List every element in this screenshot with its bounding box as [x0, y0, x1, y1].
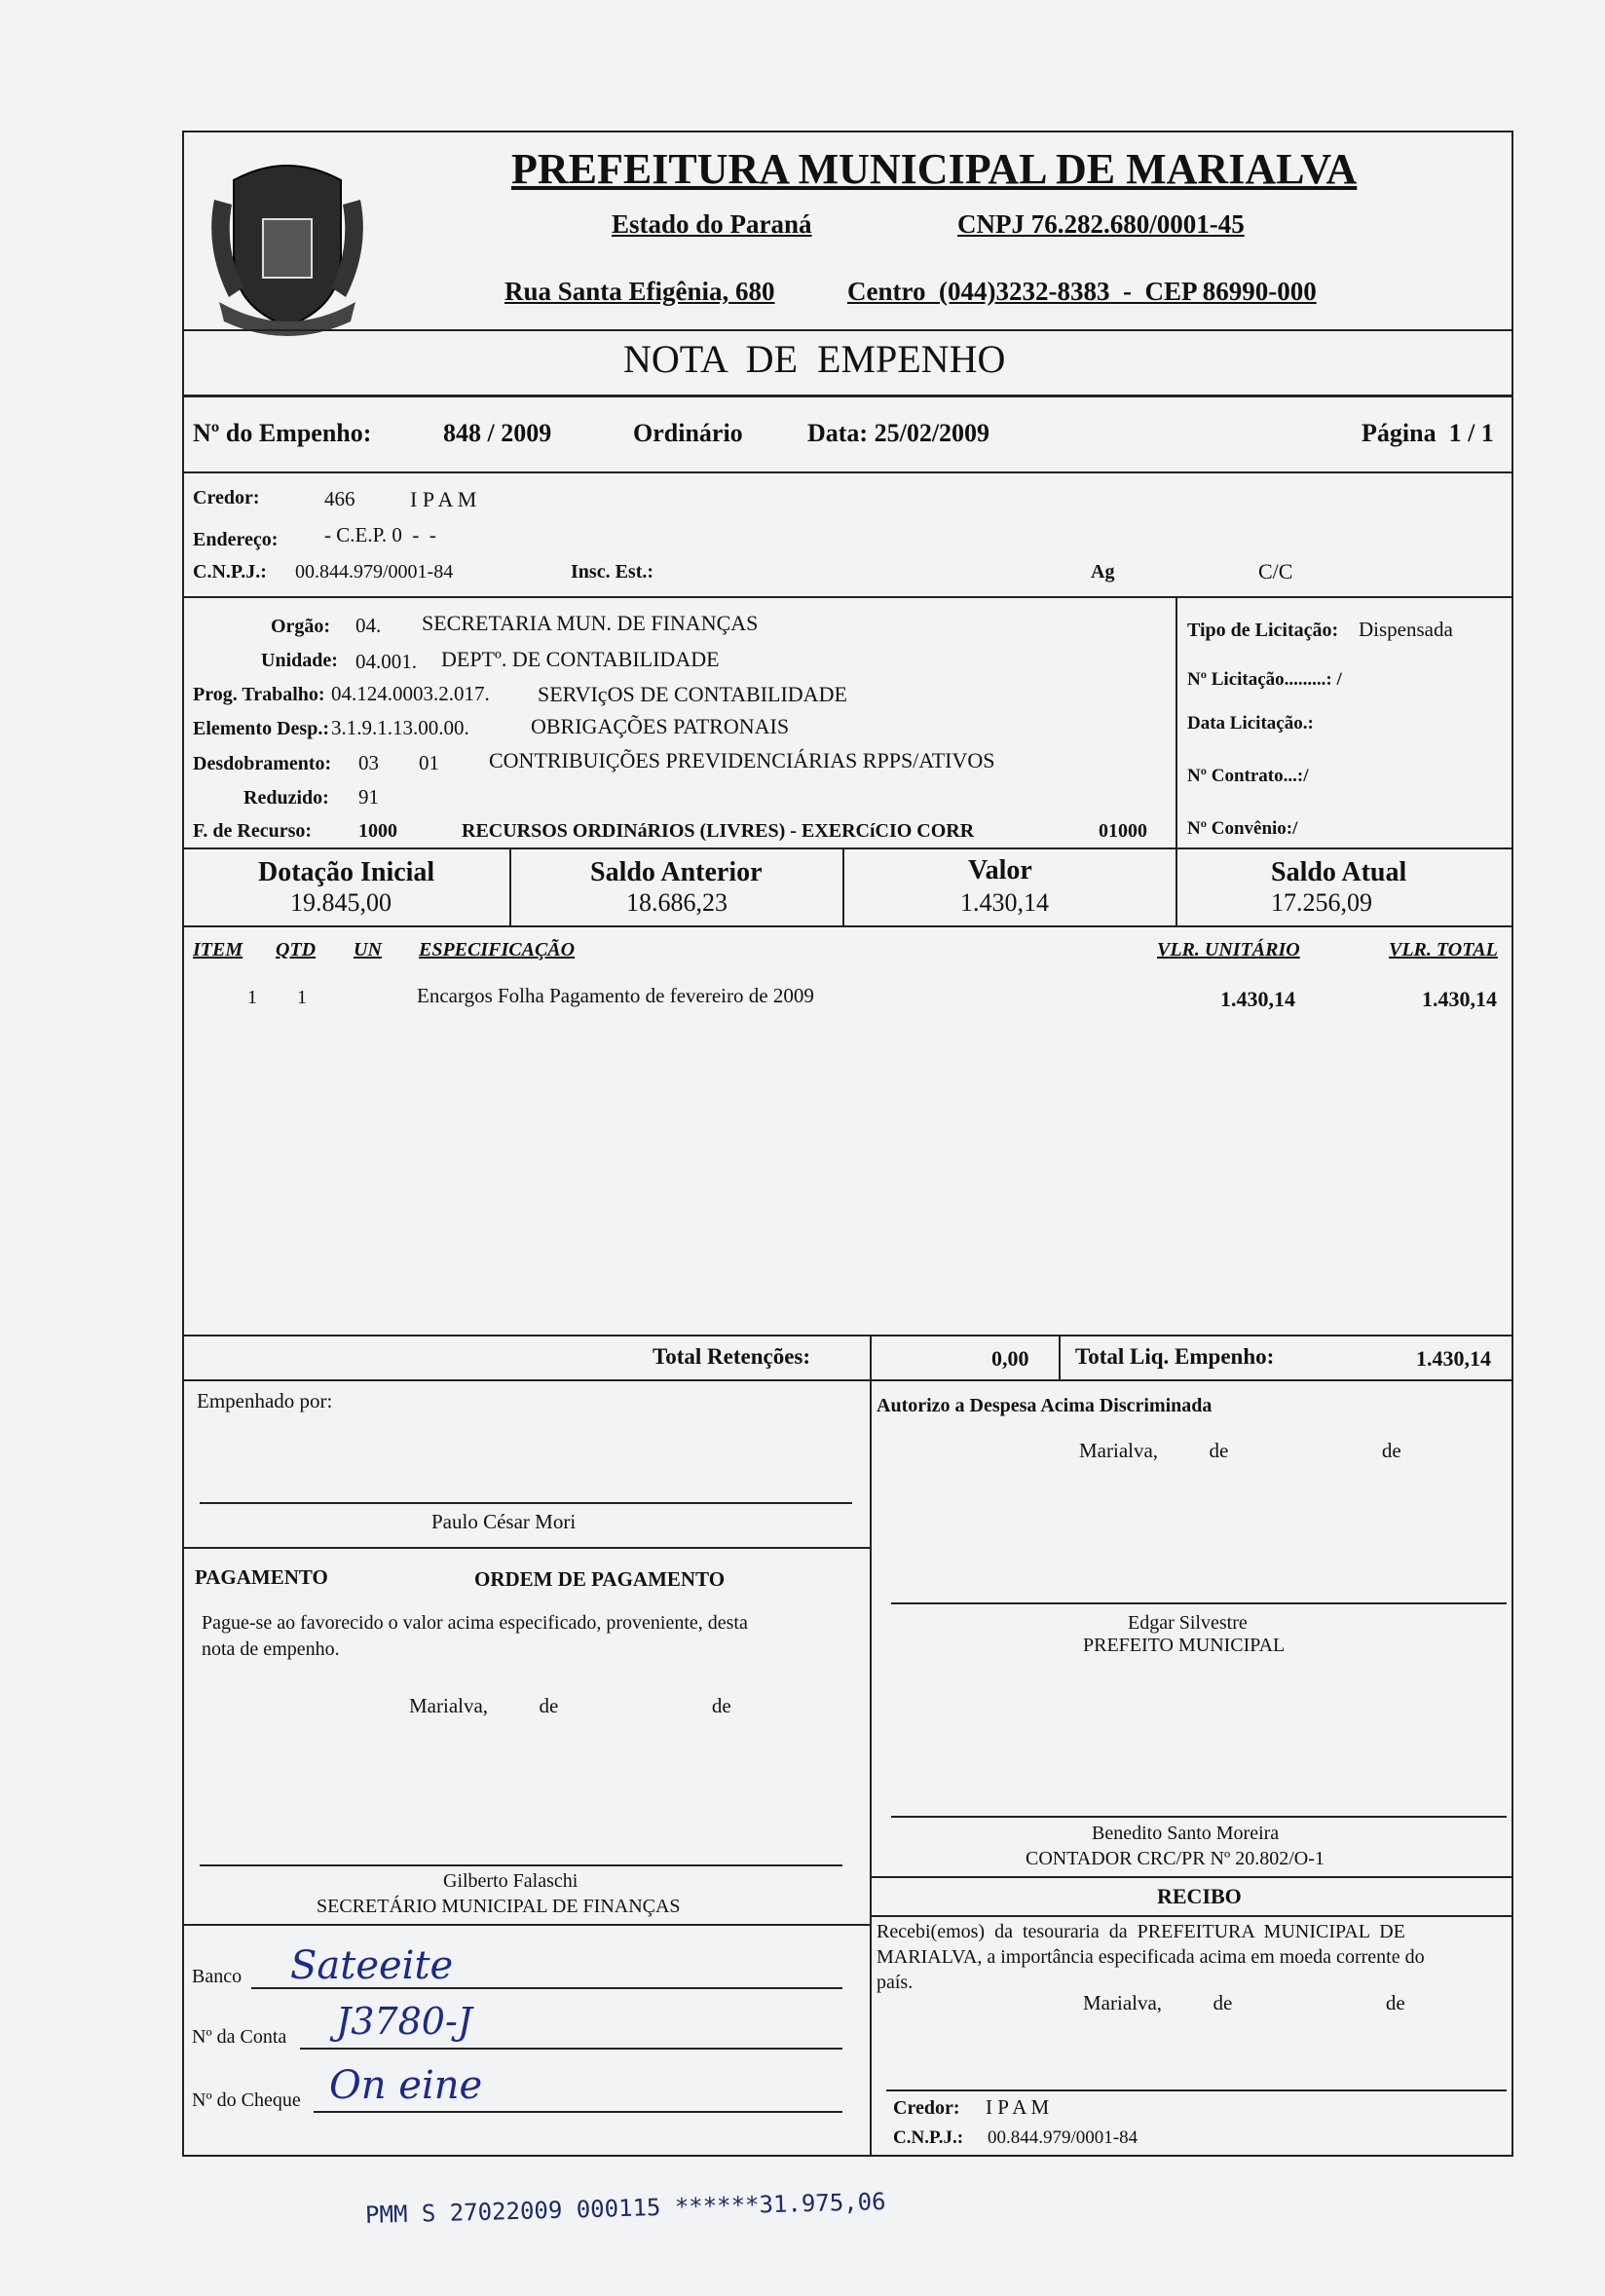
divider	[1176, 596, 1177, 847]
empenho-number: 848 / 2009	[443, 419, 552, 447]
autorizo-label: Autorizo a Despesa Acima Discriminada	[877, 1395, 1213, 1416]
unidade-label: Unidade:	[261, 650, 338, 671]
signer-paulo: Paulo César Mori	[431, 1510, 577, 1533]
item-unit-value: 1.430,14	[1220, 987, 1295, 1011]
cheque-value: On eine	[329, 2063, 483, 2108]
document-title: NOTA DE EMPENHO	[623, 337, 1006, 381]
unidade-code: 04.001.	[355, 650, 417, 673]
col-header-vlr-unitario: VLR. UNITÁRIO	[1157, 939, 1300, 960]
divider	[842, 847, 844, 925]
saldo-atual-value: 17.256,09	[1271, 888, 1372, 917]
secretario-name: Gilberto Falaschi	[443, 1870, 579, 1892]
header-title: PREFEITURA MUNICIPAL DE MARIALVA	[511, 145, 1358, 193]
contador-title: CONTADOR CRC/PR Nº 20.802/O-1	[1026, 1848, 1325, 1869]
address-value: - C.E.P. 0 - -	[324, 523, 436, 546]
recibo-text-2: MARIALVA, a importância especificada acima em moeda corrente do	[877, 1946, 1425, 1968]
ordem-pagamento-label: ORDEM DE PAGAMENTO	[474, 1567, 726, 1591]
prog-code: 04.124.0003.2.017.	[331, 682, 490, 705]
convenio-number: Nº Convênio:/	[1187, 818, 1298, 839]
tipo-licitacao-value: Dispensada	[1359, 618, 1453, 641]
mayor-name: Edgar Silvestre	[1128, 1612, 1248, 1634]
autorizo-place-date: Marialva, de de	[1079, 1439, 1401, 1462]
total-retencoes-label: Total Retenções:	[653, 1344, 811, 1369]
recurso-name: RECURSOS ORDINáRIOS (LIVRES) - EXERCíCIO CORR	[462, 820, 975, 842]
item-number: 1	[247, 987, 257, 1008]
empenho-date: Data: 25/02/2009	[807, 419, 990, 447]
pagamento-text-1: Pague-se ao favorecido o valor acima especificado, proveniente, desta	[202, 1612, 748, 1634]
cnpj-value: 00.844.979/0001-84	[295, 561, 454, 583]
tipo-licitacao-label: Tipo de Licitação:	[1187, 620, 1339, 641]
desdobramento-name: CONTRIBUIÇÕES PREVIDENCIÁRIAS RPPS/ATIVOS	[489, 748, 995, 772]
banco-label: Banco	[192, 1966, 243, 1987]
col-header-especificacao: ESPECIFICAÇÃO	[419, 939, 576, 960]
recibo-text-1: Recebi(emos) da tesouraria da PREFEITURA MUNICIPAL DE	[877, 1921, 1405, 1942]
divider	[870, 1335, 872, 1379]
signature-line	[891, 1816, 1507, 1818]
credor-code: 466	[324, 487, 355, 510]
conta-value: J3780-J	[336, 2000, 473, 2043]
signature-line	[891, 1602, 1507, 1604]
recibo-text-3: país.	[877, 1972, 914, 1993]
reduzido-value: 91	[358, 785, 379, 809]
cheque-line	[314, 2111, 842, 2113]
header-address: Rua Santa Efigênia, 680	[504, 277, 775, 306]
recibo-credor-label: Credor:	[893, 2097, 960, 2119]
coat-of-arms-logo	[195, 141, 380, 346]
conta-label: Nº da Conta	[192, 2026, 287, 2048]
secretario-title: SECRETÁRIO MUNICIPAL DE FINANÇAS	[317, 1896, 681, 1917]
ag-label: Ag	[1091, 561, 1115, 583]
divider	[182, 1379, 1513, 1381]
desdobramento-b: 01	[419, 751, 439, 774]
orgao-code: 04.	[355, 614, 382, 637]
recurso-number: 01000	[1099, 820, 1147, 842]
pagamento-text-2: nota de empenho.	[202, 1638, 340, 1660]
pagamento-place-date: Marialva, de de	[409, 1694, 731, 1717]
divider	[182, 847, 1513, 849]
col-header-un: UN	[354, 939, 382, 960]
unidade-name: DEPTº. DE CONTABILIDADE	[441, 647, 720, 671]
desdobramento-label: Desdobramento:	[193, 753, 332, 774]
recibo-credor-name: I P A M	[986, 2095, 1050, 2119]
credor-name: I P A M	[410, 487, 477, 511]
item-specification: Encargos Folha Pagamento de fevereiro de 2009	[417, 984, 814, 1007]
header-state: Estado do Paraná	[612, 209, 812, 239]
total-liq-value: 1.430,14	[1416, 1346, 1491, 1371]
empenho-number-label: Nº do Empenho:	[193, 419, 372, 447]
insc-est-label: Insc. Est.:	[571, 561, 654, 583]
signature-line	[200, 1502, 852, 1504]
divider	[870, 1876, 1513, 1878]
recurso-label: F. de Recurso:	[193, 820, 313, 842]
licitacao-number: Nº Licitação.........: /	[1187, 669, 1342, 690]
col-header-item: ITEM	[193, 939, 243, 960]
divider	[182, 1547, 872, 1549]
reduzido-label: Reduzido:	[243, 787, 329, 809]
dotacao-inicial-label: Dotação Inicial	[258, 857, 435, 887]
recibo-place-date: Marialva, de de	[1083, 1991, 1405, 2014]
header-district-phone: Centro (044)3232-8383 - CEP 86990-000	[847, 277, 1317, 306]
divider	[182, 329, 1513, 331]
recibo-cnpj-label: C.N.P.J.:	[893, 2127, 964, 2148]
saldo-anterior-value: 18.686,23	[626, 888, 728, 917]
cheque-label: Nº do Cheque	[192, 2089, 301, 2111]
recibo-cnpj-value: 00.844.979/0001-84	[988, 2127, 1138, 2148]
elemento-code: 3.1.9.1.13.00.00.	[331, 716, 469, 739]
pagamento-label: PAGAMENTO	[195, 1565, 328, 1589]
signature-line	[200, 1864, 842, 1866]
elemento-label: Elemento Desp.:	[193, 718, 329, 739]
address-label: Endereço:	[193, 529, 279, 550]
divider	[182, 471, 1513, 473]
contador-name: Benedito Santo Moreira	[1092, 1823, 1280, 1844]
mayor-title: PREFEITO MUNICIPAL	[1083, 1635, 1286, 1656]
prog-name: SERVIçOS DE CONTABILIDADE	[538, 682, 847, 706]
elemento-name: OBRIGAÇÕES PATRONAIS	[531, 714, 790, 738]
cc-label: C/C	[1258, 559, 1293, 583]
valor-value: 1.430,14	[960, 888, 1049, 917]
banco-value: Sateeite	[290, 1943, 454, 1988]
divider	[509, 847, 511, 925]
saldo-anterior-label: Saldo Anterior	[590, 857, 763, 887]
total-retencoes-value: 0,00	[991, 1346, 1029, 1371]
banco-line	[251, 1987, 842, 1989]
empenho-page: Página 1 / 1	[1362, 419, 1494, 447]
payment-stamp: PMM S 27022009 000115 ******31.975,06	[364, 2188, 886, 2229]
signature-line	[886, 2089, 1507, 2091]
saldo-atual-label: Saldo Atual	[1271, 857, 1407, 887]
col-header-qtd: QTD	[276, 939, 317, 960]
orgao-name: SECRETARIA MUN. DE FINANÇAS	[422, 611, 759, 635]
divider	[870, 1915, 1513, 1917]
valor-label: Valor	[968, 855, 1032, 885]
item-qtd: 1	[297, 987, 307, 1008]
recibo-title: RECIBO	[1157, 1884, 1242, 1908]
cnpj-label: C.N.P.J.:	[193, 561, 267, 583]
empenho-type: Ordinário	[633, 419, 743, 447]
prog-label: Prog. Trabalho:	[193, 684, 325, 705]
desdobramento-a: 03	[358, 751, 379, 774]
divider	[182, 1335, 1513, 1336]
table-row	[185, 979, 1510, 1014]
divider	[182, 1924, 872, 1926]
divider	[182, 395, 1513, 397]
header-cnpj: CNPJ 76.282.680/0001-45	[957, 209, 1245, 239]
divider	[1059, 1335, 1061, 1379]
empenhado-por-label: Empenhado por:	[197, 1389, 333, 1412]
conta-line	[300, 2048, 842, 2050]
dotacao-inicial-value: 19.845,00	[290, 888, 392, 917]
divider	[870, 1379, 872, 2157]
item-total-value: 1.430,14	[1422, 987, 1497, 1011]
divider	[182, 925, 1513, 927]
divider	[182, 596, 1513, 598]
licitacao-date: Data Licitação.:	[1187, 713, 1314, 734]
orgao-label: Orgão:	[271, 616, 331, 637]
recurso-code: 1000	[358, 820, 397, 842]
total-liq-label: Total Liq. Empenho:	[1075, 1344, 1275, 1369]
divider	[1176, 847, 1177, 925]
col-header-vlr-total: VLR. TOTAL	[1389, 939, 1498, 960]
credor-label: Credor:	[193, 487, 260, 508]
contrato-number: Nº Contrato...:/	[1187, 766, 1309, 786]
